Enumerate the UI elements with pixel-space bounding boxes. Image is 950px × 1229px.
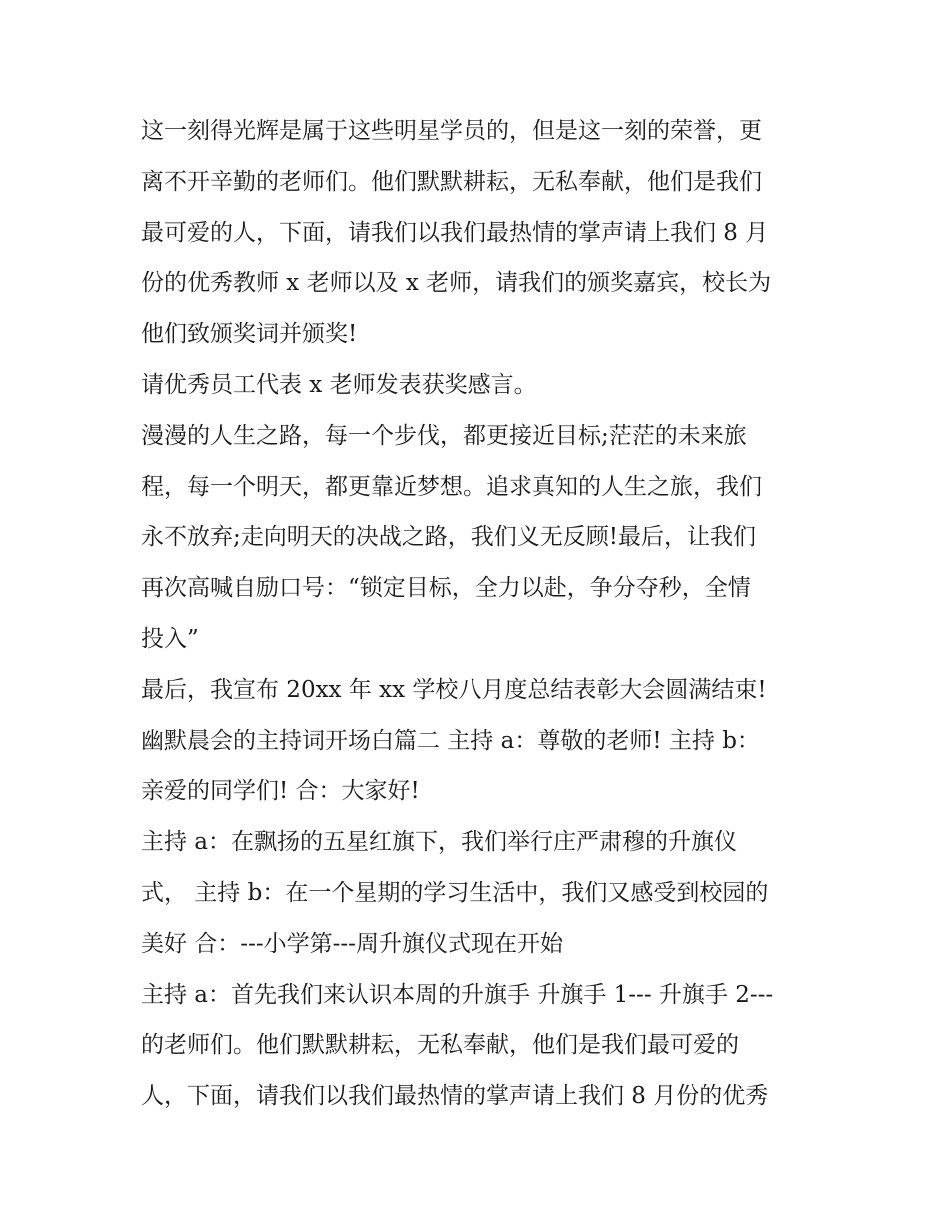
text-line: 永不放弃;走向明天的决战之路，我们义无反顾!最后，让我们: [141, 524, 756, 551]
text-line: 最后，我宣布 20xx 年 xx 学校八月度总结表彰大会圆满结束!: [141, 676, 767, 703]
text-line: 最可爱的人，下面，请我们以我们最热情的掌声请上我们 8 月: [141, 219, 769, 246]
text-line: 漫漫的人生之路，每一个步伐，都更接近目标;茫茫的未来旅: [141, 422, 747, 449]
text-line: 离不开辛勤的老师们。他们默默耕耘，无私奉献，他们是我们: [141, 168, 762, 195]
document-body: [141, 106, 821, 1122]
text-line: 亲爱的同学们! 合：大家好!: [141, 778, 420, 805]
text-line: 主持 a：在飘扬的五星红旗下，我们举行庄严肃穆的升旗仪: [141, 829, 738, 856]
text-line: 主持 a：首先我们来认识本周的升旗手 升旗手 1--- 升旗手 2---: [141, 981, 774, 1008]
text-line: 投入”: [141, 625, 199, 652]
text-line: 的老师们。他们默默耕耘，无私奉献，他们是我们最可爱的: [141, 1032, 739, 1059]
text-line: 美好 合：---小学第---周升旗仪式现在开始: [141, 930, 563, 957]
text-line: 幽默晨会的主持词开场白篇二 主持 a：尊敬的老师! 主持 b：: [141, 727, 760, 754]
text-line: 人，下面，请我们以我们最热情的掌声请上我们 8 月份的优秀: [141, 1083, 769, 1110]
text-line: 这一刻得光辉是属于这些明星学员的，但是这一刻的荣誉，更: [141, 118, 762, 144]
text-line: 他们致颁奖词并颁奖!: [141, 321, 358, 348]
text-line: 再次高喊自励口号：“锁定目标，全力以赴，争分夺秒，全情: [141, 575, 751, 602]
text-line: 程，每一个明天，都更靠近梦想。追求真知的人生之旅，我们: [141, 473, 762, 500]
text-line: 式， 主持 b：在一个星期的学习生活中，我们又感受到校园的: [141, 879, 769, 906]
text-line: 份的优秀教师 x 老师以及 x 老师，请我们的颁奖嘉宾，校长为: [141, 270, 772, 297]
text-line: 请优秀员工代表 x 老师发表获奖感言。: [141, 371, 537, 398]
